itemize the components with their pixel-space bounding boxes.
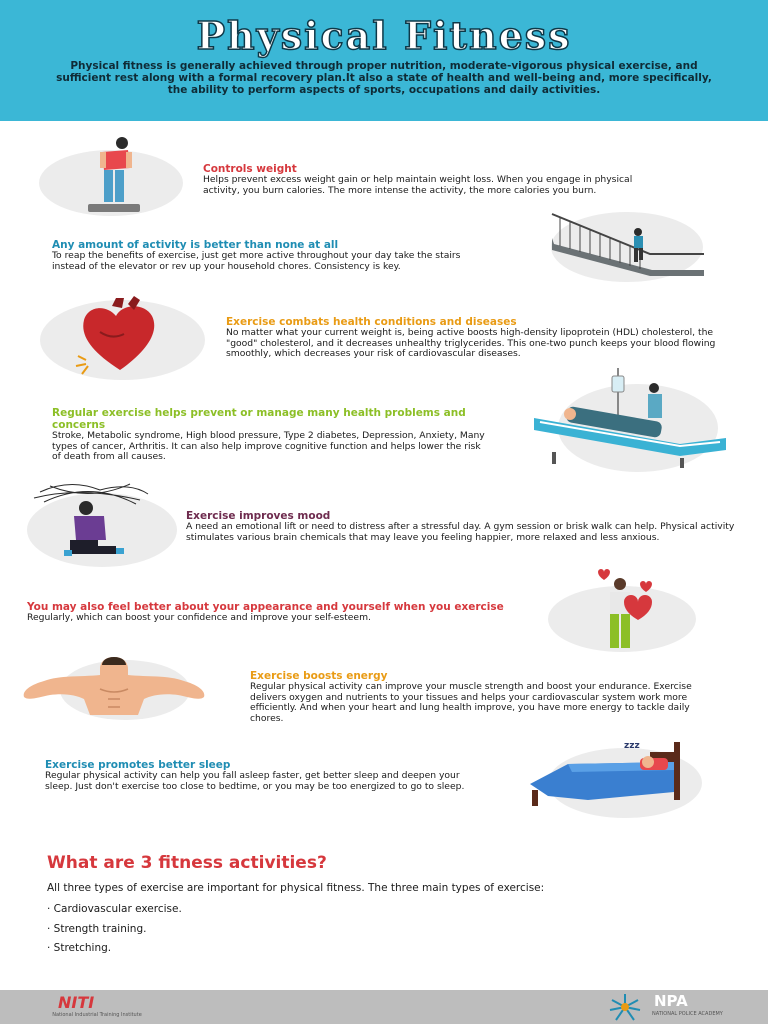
section-text: To reap the benefits of exercise, just get more active throughout your day take the stairs instead of the elevator or rev up your household chores. Consistency is key. bbox=[52, 250, 461, 272]
section-title: Regular exercise helps prevent or manage many health problems and concerns bbox=[52, 407, 466, 431]
section-text: Helps prevent excess weight gain or help maintain weight loss. When you engage in physical activity, you burn calories. The more intense the activity, the more calories you burn. bbox=[203, 174, 633, 196]
list-item: · Cardiovascular exercise. bbox=[47, 903, 182, 915]
section-title: Exercise combats health conditions and diseases bbox=[226, 316, 517, 328]
page-title: Physical Fitness bbox=[196, 13, 572, 58]
question-text: All three types of exercise are important for physical fitness. The three main types of exercise: bbox=[47, 882, 545, 894]
section-better-sleep bbox=[45, 759, 485, 792]
npa-logo-subtitle: NATIONAL POLICE ACADEMY bbox=[652, 1011, 723, 1017]
scale-person-icon bbox=[80, 134, 150, 216]
section-title: Exercise improves mood bbox=[186, 510, 331, 522]
stairs-icon bbox=[550, 210, 706, 282]
npa-emblem-icon bbox=[600, 992, 650, 1022]
section-text: Stroke, Metabolic syndrome, High blood pressure, Type 2 diabetes, Depression, Anxiety, Many types of cancer, Arthritis. It can also help improve cognitive function and helps lower the risk of death from all causes. bbox=[52, 430, 485, 462]
section-prevent-manage bbox=[52, 407, 492, 463]
list-item: · Strength training. bbox=[47, 923, 147, 935]
footer-bar bbox=[0, 990, 768, 1024]
niti-logo-subtitle: National Industrial Training Institute bbox=[52, 1012, 142, 1018]
hospital-bed-icon bbox=[530, 366, 730, 474]
niti-logo: NITI bbox=[58, 993, 95, 1012]
section-text: A need an emotional lift or need to distress after a stressful day. A gym session or brisk walk can help. Physical activity stimulates various brain chemicals that may leave you feeling happier, more relaxed and less anxious. bbox=[186, 521, 735, 543]
section-improves-mood bbox=[186, 510, 756, 543]
muscle-torso-icon bbox=[20, 655, 208, 715]
section-any-amount bbox=[52, 239, 492, 272]
heart-icon bbox=[72, 296, 168, 378]
question-heading: What are 3 fitness activities? bbox=[47, 853, 327, 873]
section-title: Controls weight bbox=[203, 163, 297, 175]
section-controls-weight bbox=[203, 163, 643, 196]
stressed-person-icon bbox=[20, 478, 152, 562]
section-combats-conditions bbox=[226, 316, 734, 360]
section-title: Any amount of activity is better than none at all bbox=[52, 239, 339, 251]
person-heart-icon bbox=[588, 566, 668, 656]
section-text: Regular physical activity can improve your muscle strength and boost your endurance. Exercise delivers oxygen and nutrients to your tissues and helps your cardiovascular system work more efficiently. And when your heart and lung health improve, you have more energy to tackle daily chores. bbox=[250, 681, 692, 724]
section-text: Regular physical activity can help you fall asleep faster, get better sleep and deepen your sleep. Just don't exercise too close to bedtime, or you may be too energized to go to sleep. bbox=[45, 770, 465, 792]
intro-paragraph: Physical fitness is generally achieved through proper nutrition, moderate-vigorous physical exercise, and sufficient rest along with a formal recovery plan.It also a state of health and well-being and, more specifically, the ability to perform aspects of sports, occupations and daily activities. bbox=[56, 60, 712, 96]
section-text: No matter what your current weight is, being active boosts high-density lipoprotein (HDL) cholesterol, the "good" cholesterol, and it decreases unhealthy triglycerides. This one-two punch keeps your blood flowing smoothly, which decreases your risk of cardiovascular diseases. bbox=[226, 327, 716, 359]
section-appearance bbox=[27, 601, 527, 624]
sleeping-person-icon bbox=[528, 738, 708, 810]
section-title: Exercise promotes better sleep bbox=[45, 759, 231, 771]
section-title: You may also feel better about your appearance and yourself when you exercise bbox=[27, 601, 504, 613]
svg-text:zzz: zzz bbox=[624, 741, 640, 751]
npa-logo: NPA bbox=[654, 992, 688, 1010]
section-title: Exercise boosts energy bbox=[250, 670, 388, 682]
section-boosts-energy bbox=[250, 670, 710, 724]
section-text: Regularly, which can boost your confidence and improve your self-esteem. bbox=[27, 612, 371, 623]
list-item: · Stretching. bbox=[47, 942, 112, 954]
